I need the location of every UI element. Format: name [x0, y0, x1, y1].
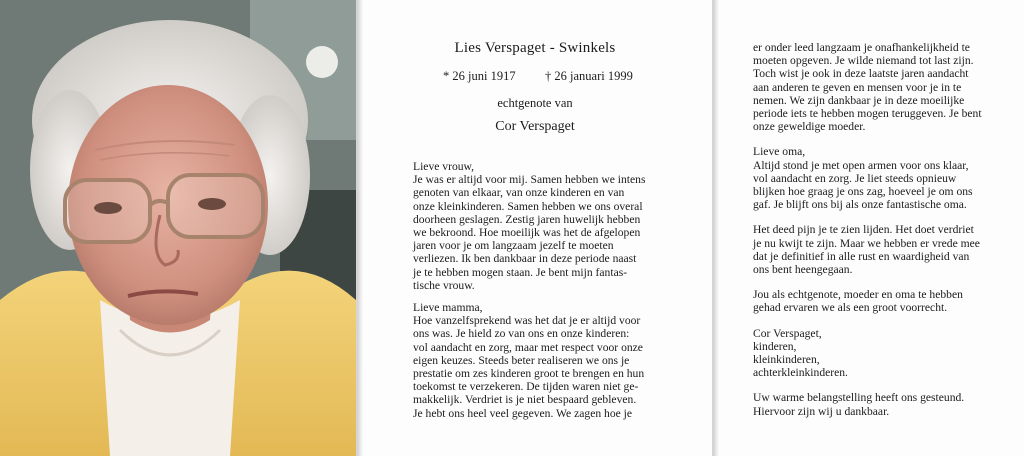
text-line: Lieve oma, [753, 145, 806, 159]
paragraph-lieve-vrouw [413, 160, 683, 292]
text-line: periode iets te hebben mogen teruggeven. Je bent [753, 107, 982, 121]
text-line: blijken hoe graag je ons zag, hoeveel je om ons [753, 185, 973, 199]
text-line: Je hebt ons heel veel gegeven. We zagen hoe je [413, 406, 633, 420]
portrait-illustration [0, 0, 356, 456]
message-to-wife-and-mother [413, 160, 683, 420]
text-line: eigen keuzes. Steeds beter realiseren we ons je [413, 353, 630, 367]
text-line: ons bent heengegaan. [753, 263, 853, 277]
text-line: je te hebben mogen staan. Je bent mijn fantas- [413, 265, 628, 279]
text-line: nemen. We zijn dankbaar je in deze moeilijke [753, 93, 965, 107]
birth-date: * 26 juni 1917 [443, 69, 516, 83]
closing-thanks [753, 391, 1011, 417]
spouse-label: echtgenote van [497, 96, 573, 110]
signatures [753, 327, 1011, 380]
text-line: Jou als echtgenote, moeder en oma te hebben [753, 288, 963, 302]
text-line: aan anderen te geven en mensen voor je in te [753, 80, 962, 94]
text-line: Je was er altijd voor mij. Samen hebben we intens [413, 173, 646, 187]
fold-shadow [357, 0, 363, 456]
text-line: ons was. Je hield zo van ons en onze kinderen: [413, 327, 630, 341]
text-line: prestatie om zes kinderen groot te brengen en hun [413, 367, 645, 381]
text-line: vol aandacht en zorg, maar met respect voor onze [413, 340, 643, 354]
text-line: doorheen geslagen. Zestig jaren huwelijk hebben [413, 212, 641, 226]
text-line: verliezen. Ik ben dankbaar in deze periode naast [413, 252, 637, 266]
fold-shadow [713, 0, 719, 456]
text-line: gaf. Je blijft ons bij als onze fantastische oma. [753, 198, 967, 212]
text-line: Uw warme belangstelling heeft ons gesteund. [753, 391, 965, 405]
text-line: toekomst te verzekeren. De tijden waren niet ge- [413, 380, 639, 394]
text-line: onze kleinkinderen. Samen hebben we ons overal [413, 199, 643, 213]
text-line: makkelijk. Verdriet is je niet bespaard gebleven. [413, 393, 637, 407]
text-line: er onder leed langzaam je onafhankelijkheid te [753, 41, 970, 54]
text-line: Altijd stond je met open armen voor ons klaar, [753, 158, 969, 172]
signature-line: achterkleinkinderen. [753, 366, 848, 380]
text-line: Lieve vrouw, [413, 160, 475, 173]
text-line: vol aandacht en zorg. Je liet steeds opnieuw [753, 171, 957, 185]
text-line: dat je definitief in alle rust en waardigheid van [753, 249, 970, 263]
text-line: je nu kwijt te zijn. Maar we hebben er vrede mee [753, 236, 980, 250]
text-line: genoten van elkaar, van onze kinderen en van [413, 186, 625, 200]
card-middle-panel [356, 0, 713, 456]
text-line: we bekroond. Hoe moeilijk was het de afgelopen [413, 226, 641, 240]
card-right-panel [712, 0, 1024, 456]
paragraph-privilege [753, 288, 1011, 314]
death-date: † 26 januari 1999 [545, 69, 633, 83]
text-line: Toch wist je ook in deze laatste jaren aandacht [753, 67, 969, 81]
text-line: Het deed pijn je te zien lijden. Het doet verdriet [753, 223, 974, 237]
paragraph-continuation [753, 41, 1011, 133]
paragraph-lieve-mamma [413, 301, 683, 420]
paragraph-farewell [753, 223, 1011, 276]
text-line: jaren voor je om langzaam jezelf te moeten [413, 239, 614, 253]
signature-line: kleinkinderen, [753, 353, 820, 367]
spouse-name: Cor Verspaget [495, 119, 575, 134]
text-line: moeten opgeven. Je wilde niemand tot last zijn. [753, 54, 974, 68]
text-line: gehad ervaren we als een groot voorrecht. [753, 301, 948, 315]
text-line: onze geweldige moeder. [753, 120, 866, 134]
text-line: tische vrouw. [413, 278, 475, 292]
message-continuation [753, 41, 1011, 418]
text-line: Hoe vanzelfsprekend was het dat je er altijd voor [413, 314, 641, 328]
deceased-name: Lies Verspaget - Swinkels [454, 40, 616, 56]
signature-line: Cor Verspaget, [753, 326, 822, 340]
text-line: Hiervoor zijn wij u dankbaar. [753, 404, 890, 418]
signature-line: kinderen, [753, 339, 797, 353]
portrait-photo [0, 0, 356, 456]
text-line: Lieve mamma, [413, 301, 483, 315]
paragraph-lieve-oma [753, 145, 1011, 211]
